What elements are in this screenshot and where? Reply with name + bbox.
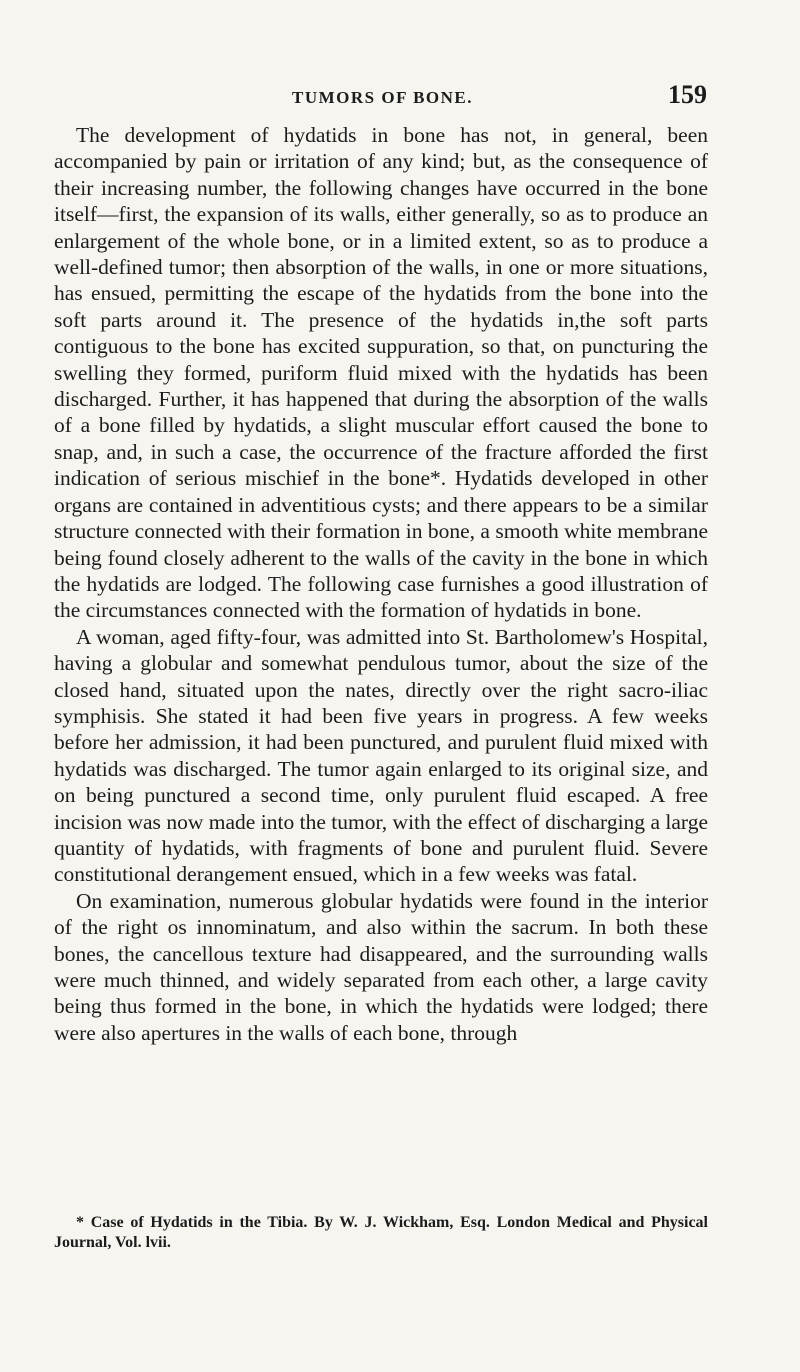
footnote — [54, 1213, 708, 1253]
footnote-text: * Case of Hydatids in the Tibia. By W. J. Wickham, Esq. London Medical and Physical Journal, Vol. lvii. — [54, 1214, 708, 1251]
page-number: 159 — [668, 80, 707, 109]
paragraph-1: The development of hydatids in bone has not, in general, been accompanied by pain or irritation of any kind; but, as the consequence of their increasing number, the following changes have occurred in the bone itself—first, the expansion of its walls, either generally, so as to produce an enlargement of the whole bone, or in a limited extent, so as to produce a well-defined tumor; then absorption of the walls, in one or more situations, has ensued, permitting the escape of the hydatids from the bone into the soft parts around it. The presence of the hydatids in,the soft parts contiguous to the bone has excited suppuration, so that, on puncturing the swelling they formed, puriform fluid mixed with the hydatids has been discharged. Further, it has happened that during the absorption of the walls of a bone filled by hydatids, a slight muscular effort caused the bone to snap, and, in such a case, the occurrence of the fracture afforded the first indication of serious mischief in the bone*. Hydatids developed in other organs are contained in adventitious cysts; and there appears to be a similar structure connected with their formation in bone, a smooth white membrane being found closely adherent to the walls of the cavity in the bone in which the hydatids are lodged. The following case furnishes a good illustration of the circumstances connected with the formation of hydatids in bone. — [54, 123, 708, 623]
paragraph-3: On examination, numerous globular hydatids were found in the interior of the right os innominatum, and also within the sacrum. In both these bones, the cancellous texture had disappeared, and the surrounding walls were much thinned, and widely separated from each other, a large cavity being thus formed in the bone, in which the hydatids were lodged; there were also apertures in the walls of each bone, through — [54, 888, 708, 1045]
body-text — [54, 122, 708, 1046]
paragraph-2: A woman, aged fifty-four, was admitted into St. Bartholomew's Hospital, having a globular and somewhat pendulous tumor, about the size of the closed hand, situated upon the nates, directly over the right sacro-iliac symphisis. She stated it had been five years in progress. A few weeks before her admission, it had been punctured, and purulent fluid mixed with hydatids was discharged. The tumor again enlarged to its original size, and on being punctured a second time, only purulent fluid escaped. A free incision was now made into the tumor, with the effect of discharging a large quantity of hydatids, with fragments of bone and purulent fluid. Severe constitutional derangement ensued, which in a few weeks was fatal. — [54, 624, 708, 887]
running-title: TUMORS OF BONE. — [292, 88, 474, 107]
